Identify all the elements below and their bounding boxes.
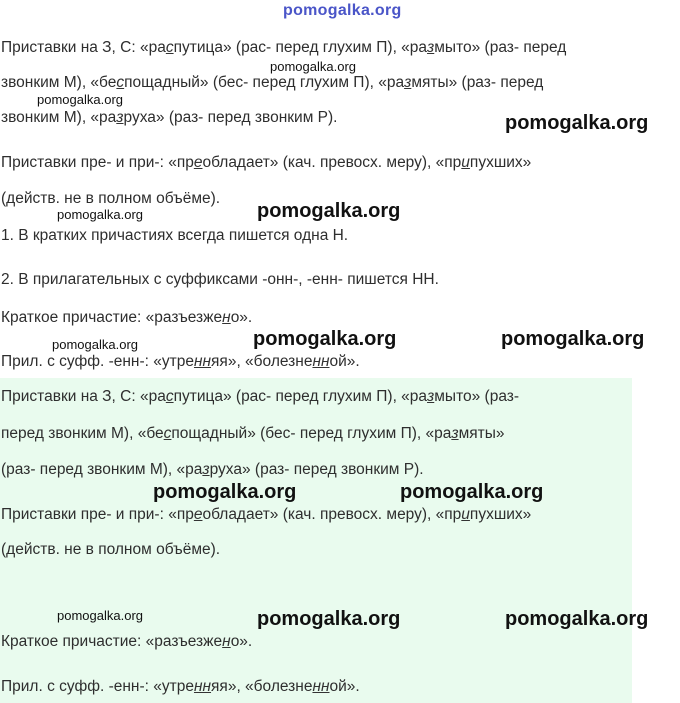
green-prefix-pre-pri-line-2: (действ. не в полном объёме). [1,541,221,558]
watermark-small: pomogalka.org [57,608,143,623]
green-prefix-z-s-line-1: Приставки на З, С: «распутица» (рас- перед глухим П), «размыто» (раз- [1,388,520,405]
watermark-large: pomogalka.org [505,112,649,134]
watermark-large: pomogalka.org [400,481,544,503]
adjective-example: Прил. с суфф. -енн-: «утренняя», «болезненной». [1,353,360,370]
watermark-large: pomogalka.org [501,328,645,350]
rule-two: 2. В прилагательных с суффиксами -онн-, -енн- пишется НН. [1,271,439,288]
watermark-top: pomogalka.org [283,2,402,19]
prefix-z-s-line-2: звонким М), «беспощадный» (бес- перед глухим П), «размяты» (раз- перед [1,74,544,91]
watermark-large: pomogalka.org [253,328,397,350]
prefix-pre-pri-line-1: Приставки пре- и при-: «преобладает» (кач. превосх. меру), «припухших» [1,154,532,171]
green-prefix-z-s-line-2: перед звонким М), «беспощадный» (бес- перед глухим П), «размяты» [1,425,505,442]
rule-one: 1. В кратких причастиях всегда пишется одна Н. [1,227,349,244]
prefix-z-s-line-1: Приставки на З, С: «распутица» (рас- перед глухим П), «размыто» (раз- перед [1,39,567,56]
prefix-z-s-line-3: звонким М), «разруха» (раз- перед звонким Р). [1,109,338,126]
watermark-small: pomogalka.org [57,207,143,222]
green-adjective-example: Прил. с суфф. -енн-: «утренняя», «болезненной». [1,678,360,695]
watermark-large: pomogalka.org [257,608,401,630]
prefix-pre-pri-line-2: (действ. не в полном объёме). [1,190,221,207]
watermark-large: pomogalka.org [153,481,297,503]
green-prefix-z-s-line-3: (раз- перед звонким М), «разруха» (раз- перед звонким Р). [1,461,424,478]
green-prefix-pre-pri-line-1: Приставки пре- и при-: «преобладает» (кач. превосх. меру), «припухших» [1,506,532,523]
watermark-large: pomogalka.org [257,200,401,222]
watermark-small: pomogalka.org [52,337,138,352]
short-participle-example: Краткое причастие: «разъезжено». [1,309,253,326]
green-short-participle-example: Краткое причастие: «разъезжено». [1,633,253,650]
watermark-small: pomogalka.org [270,59,356,74]
watermark-large: pomogalka.org [505,608,649,630]
watermark-small: pomogalka.org [37,92,123,107]
